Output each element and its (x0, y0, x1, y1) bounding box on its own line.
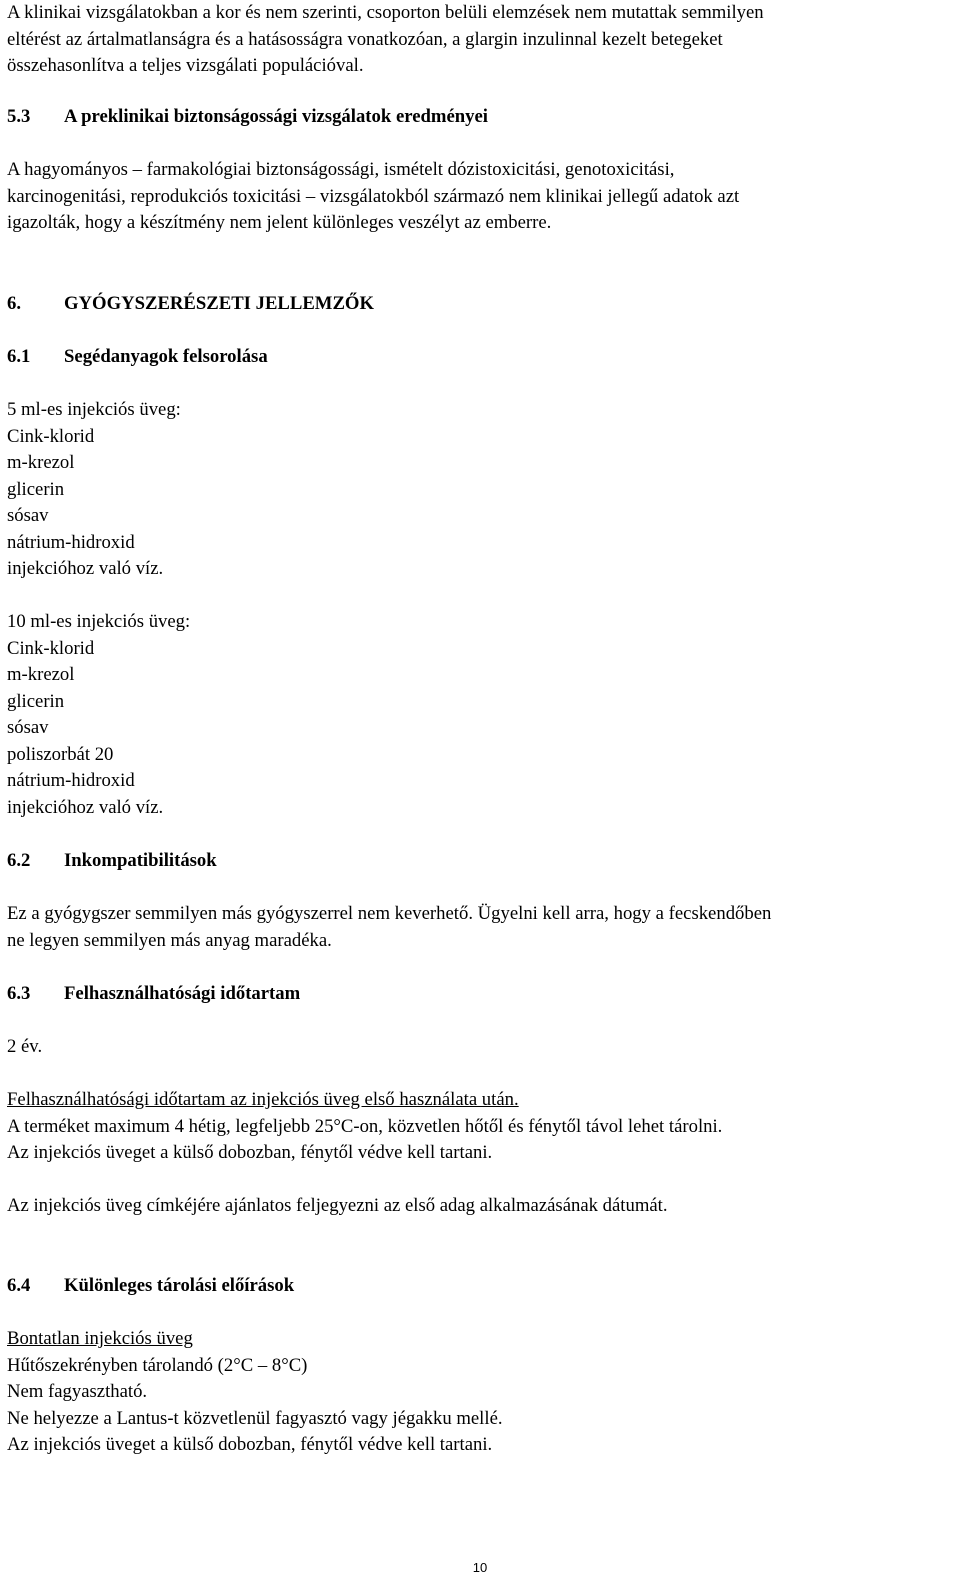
section-6-1-heading: 6.1 Segédanyagok felsorolása (7, 346, 268, 367)
section-5-3-heading: 5.3 A preklinikai biztonságossági vizsgálatok eredményei (7, 106, 488, 127)
section-6-heading: 6. GYÓGYSZERÉSZETI JELLEMZŐK (7, 293, 374, 314)
section-6-4-heading: 6.4 Különleges tárolási előírások (7, 1275, 295, 1296)
excipients-10ml-list: 10 ml-es injekciós üveg: Cink-klorid m-krezol glicerin sósav poliszorbát 20 nátrium-hidroxid injekcióhoz való víz. (7, 611, 191, 818)
after-opening-subheading: Felhasználhatósági időtartam az injekciós üveg első használata után. (7, 1089, 519, 1110)
section-6-2-heading: 6.2 Inkompatibilitások (7, 850, 217, 871)
section-6-3-body: Felhasználhatósági időtartam az injekciós üveg első használata után. A terméket maximum 4 hétig, legfeljebb 25°C-on, közvetlen hőtől és fénytől távol lehet tárolni. Az injekciós üveget a külső dobozban, fénytől védve kell tartani. (7, 1089, 723, 1163)
section-6-3-heading: 6.3 Felhasználhatósági időtartam (7, 983, 301, 1004)
excipients-5ml-list: 5 ml-es injekciós üveg: Cink-klorid m-krezol glicerin sósav nátrium-hidroxid injekcióhoz való víz. (7, 399, 181, 579)
unopened-vial-subheading: Bontatlan injekciós üveg (7, 1328, 193, 1349)
page-number: 10 (472, 1560, 488, 1575)
section-6-4-body: Bontatlan injekciós üveg Hűtőszekrényben tárolandó (2°C – 8°C) Nem fagyasztható. Ne helyezze a Lantus-t közvetlenül fagyasztó vagy jégakku mellé. Az injekciós üveget a külső dobozban, fénytől védve kell tartani. (7, 1328, 503, 1455)
section-6-2-body: Ez a gyógygszer semmilyen más gyógyszerrel nem keverhető. Ügyelni kell arra, hogy a fecskendőben ne legyen semmilyen más anyag maradéka. (7, 903, 772, 951)
intro-paragraph: A klinikai vizsgálatokban a kor és nem szerinti, csoporton belüli elemzések nem mutattak semmilyen eltérést az ártalmatlanságra és a hatásosságra vonatkozóan, a glargin inzulinnal kezelt betegeket összehasonlítva a teljes vizsgálati populációval. (7, 2, 764, 76)
section-5-3-body: A hagyományos – farmakológiai biztonságossági, ismételt dózistoxicitási, genotoxicitási, karcinogenitási, reprodukciós toxicitási – vizsgálatokból származó nem klinikai jellegű adatok azt igazolták, hogy a készítmény nem jelent különleges veszélyt az emberre. (7, 159, 740, 233)
label-date-note: Az injekciós üveg címkéjére ajánlatos feljegyezni az első adag alkalmazásának dátumát. (7, 1195, 668, 1216)
shelf-life-duration: 2 év. (7, 1036, 43, 1057)
